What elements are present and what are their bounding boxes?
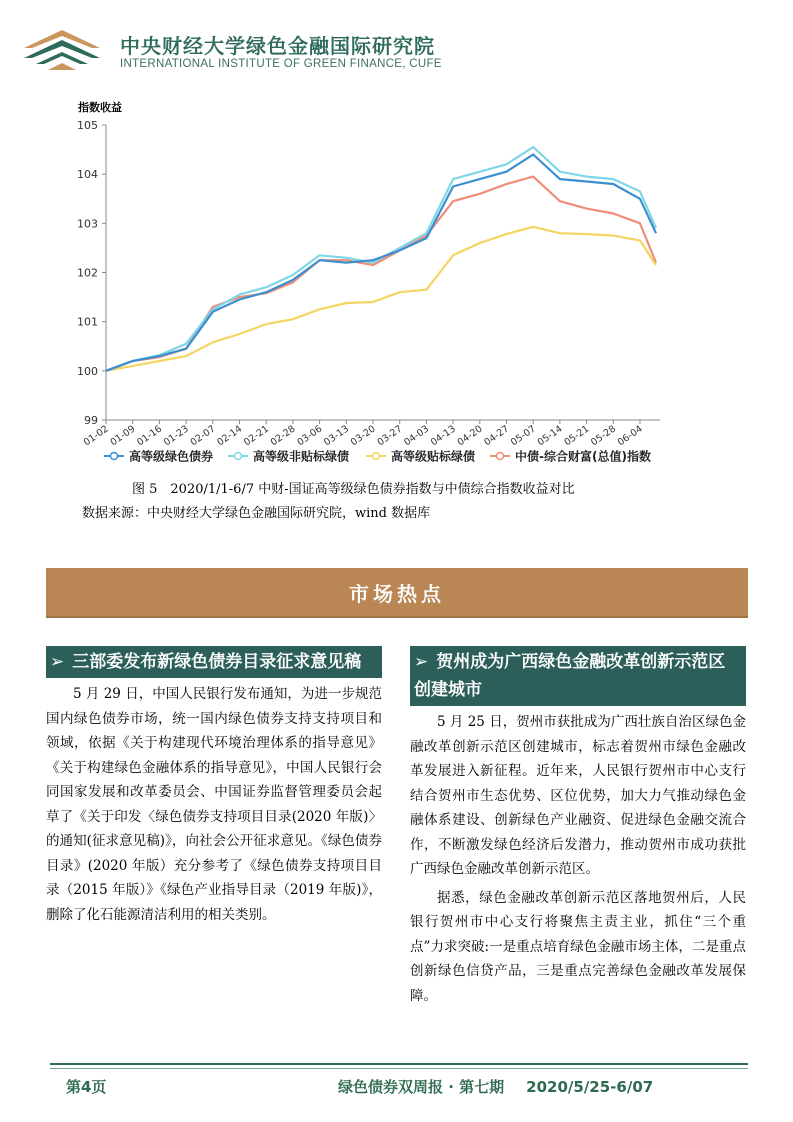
x-tick-label: 05-07 <box>508 423 538 449</box>
section-banner <box>46 568 748 618</box>
y-tick-label: 103 <box>77 217 98 231</box>
x-tick-label: 04-20 <box>455 423 485 449</box>
figure-source: 数据来源：中央财经大学绿色金融国际研究院，wind 数据库 <box>82 506 431 521</box>
index-return-chart <box>70 95 670 475</box>
footer-divider-thin <box>50 1068 748 1069</box>
right-news-paragraph-1: 5 月 25 日，贺州市获批成为广西壮族自治区绿色金融改革创新示范区创建城市，标志着贺州市绿色金融改革发展进入新征程。近年来，人民银行贺州市中心支行结合贺州市生态优势、区位优势，加大力气推动绿色金融体系建设、创新绿色产业融资、促进绿色金融交流合作，不断激发绿色经济后发潜力，推动贺州市成功获批广西绿色金融改革创新示范区。 <box>410 714 746 877</box>
chart-legend <box>104 449 651 464</box>
x-tick-label: 01-09 <box>108 423 138 449</box>
legend-label: 高等级非贴标绿债 <box>253 449 350 464</box>
chart-axes <box>77 119 660 448</box>
x-tick-label: 02-21 <box>241 423 271 449</box>
series-line <box>106 155 656 371</box>
right-news-column <box>410 646 746 1008</box>
y-tick-label: 104 <box>77 168 98 182</box>
header <box>20 26 580 76</box>
legend-label: 高等级绿色债券 <box>129 449 214 464</box>
legend-label: 高等级贴标绿债 <box>391 449 476 464</box>
y-axis-label: 指数收益 <box>78 101 122 114</box>
x-tick-label: 04-03 <box>402 423 432 449</box>
x-tick-label: 05-28 <box>589 423 619 449</box>
y-tick-label: 101 <box>77 315 98 329</box>
legend-marker <box>235 453 242 460</box>
series-line <box>106 227 656 371</box>
legend-label: 中债-综合财富(总值)指数 <box>515 449 651 464</box>
legend-marker <box>373 453 380 460</box>
chart-series <box>106 147 656 371</box>
legend-marker <box>111 453 118 460</box>
y-tick-label: 99 <box>84 414 98 427</box>
footer-publication-info <box>338 1076 653 1097</box>
institute-name-en: INTERNATIONAL INSTITUTE OF GREEN FINANCE, CUFE <box>120 58 442 70</box>
x-tick-label: 02-28 <box>268 423 298 449</box>
x-tick-label: 02-14 <box>215 423 245 449</box>
right-news-title-text: 贺州成为广西绿色金融改革创新示范区创建城市 <box>414 652 726 700</box>
left-news-title-text: 三部委发布新绿色债券目录征求意见稿 <box>72 652 362 672</box>
x-tick-label: 05-14 <box>535 423 565 449</box>
left-news-paragraph: 5 月 29 日，中国人民银行发布通知，为进一步规范国内绿色债券市场，统一国内绿色债券支持支持项目和领域，依据《关于构建现代环境治理体系的指导意见》《关于构建绿色金融体系的指导意见》，中国人民银行会同国家发展和改革委员会、中国证券监督管理委员会起草了《关于印发〈绿色债券支持项目目录(2020 年版)〉的通知(征求意见稿)》，向社会公开征求意见。《绿色债券目录》(2020 年版）充分参考了《绿色债券支持项目目录（2015 年版）》《绿色产业指导目录（2019 年版)》，删除了化石能源清洁利用的相关类别。 <box>46 686 382 923</box>
x-tick-label: 01-16 <box>135 423 165 449</box>
legend-marker <box>497 453 504 460</box>
footer-page-number: 第4页 <box>66 1078 107 1096</box>
left-news-column <box>46 646 382 927</box>
x-tick-label: 04-13 <box>428 423 458 449</box>
y-tick-label: 102 <box>77 266 98 280</box>
x-tick-label: 03-27 <box>375 423 405 449</box>
x-tick-label: 01-23 <box>161 423 191 449</box>
institute-logo-icon <box>20 26 104 74</box>
x-tick-label: 01-02 <box>81 423 111 449</box>
y-tick-label: 100 <box>77 364 98 378</box>
x-tick-label: 04-27 <box>482 423 512 449</box>
x-tick-label: 05-21 <box>562 423 592 449</box>
x-tick-label: 02-07 <box>188 423 218 449</box>
figure-caption: 图 5 2020/1/1-6/7 中财-国证高等级绿色债券指数与中债综合指数收益对比 <box>132 482 575 497</box>
banner-title: 市场热点 <box>349 581 445 606</box>
left-news-title <box>46 646 382 678</box>
footer-divider <box>50 1063 748 1065</box>
institute-name-cn: 中央财经大学绿色金融国际研究院 <box>120 34 435 58</box>
footer-publication: 绿色债券双周报 · 第七期 <box>338 1078 505 1096</box>
x-tick-label: 03-13 <box>322 423 352 449</box>
right-news-title <box>410 646 746 706</box>
x-tick-label: 03-06 <box>295 423 325 449</box>
arrow-bullet-icon: ➢ <box>50 652 65 672</box>
right-news-paragraph-2: 据悉，绿色金融改革创新示范区落地贺州后，人民银行贺州市中心支行将聚焦主责主业，抓住“三个重点”力求突破:一是重点培育绿色金融市场主体，二是重点创新绿色信贷产品，三是重点完善绿色金融改革发展保障。 <box>410 889 746 1004</box>
x-tick-label: 03-20 <box>348 423 378 449</box>
arrow-bullet-icon: ➢ <box>414 652 429 672</box>
y-tick-label: 105 <box>77 119 98 132</box>
x-tick-label: 06-04 <box>615 423 645 449</box>
footer-date: 2020/5/25-6/07 <box>526 1078 654 1096</box>
